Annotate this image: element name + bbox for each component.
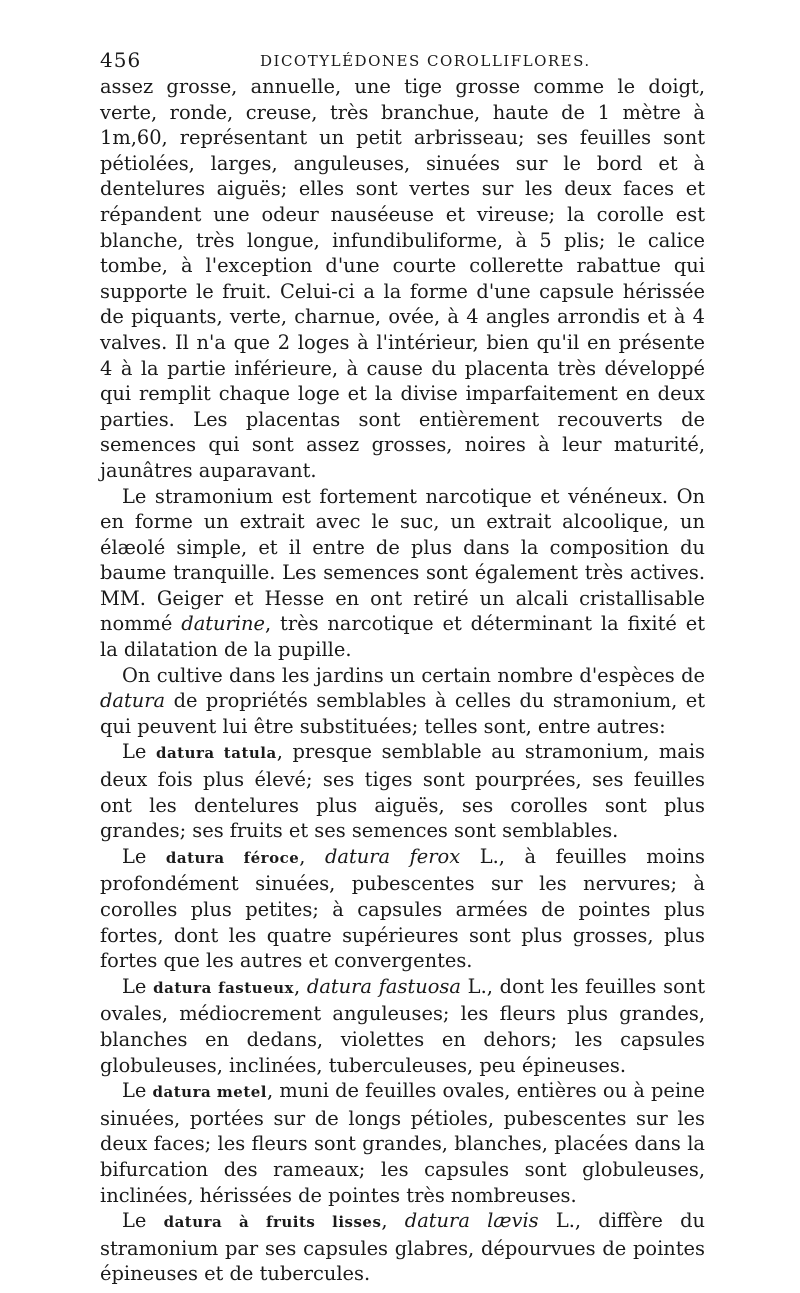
paragraph-text: L., à feuilles moins profondément sinuées, pubescentes sur les nervures; à corolles plus petites; à capsules armées de pointes plus fortes, dont les quatre supérieures sont plus grosses, plus fortes que les autres et convergentes.	[100, 844, 706, 973]
paragraph-description	[100, 74, 705, 484]
paragraph-text: L., dont les feuilles sont ovales, médiocrement anguleuses; les fleurs plus grandes, blanches en dedans, violettes en dehors; les capsules globuleuses, inclinées, tuberculeuses, peu épineuses.	[100, 974, 706, 1077]
paragraph-text: , muni de feuilles ovales, entières ou à peine sinuées, portées sur de longs pétioles, pubescentes sur les deux faces; les fleurs sont grandes, blanches, placées dans la bifurcation des rameaux; les capsules sont globuleuses, inclinées, hérissées de pointes très nombreuses.	[100, 1079, 706, 1207]
italic-term: datura	[100, 689, 166, 713]
latin-name: datura fastuosa	[306, 974, 461, 998]
latin-name: datura lævis	[404, 1209, 539, 1233]
paragraph-datura-laevis	[100, 1208, 705, 1287]
paragraph-text: L., diffère du stramonium par ses capsules glabres, dépourvues de pointes épineuses et de tubercules.	[100, 1209, 706, 1286]
page-header	[100, 48, 700, 74]
paragraph-text: assez grosse, annuelle, une tige grosse comme le doigt, verte, ronde, creuse, très branchue, haute de 1 mètre à 1m,60, représentant un petit arbrisseau; ses feuilles sont pétiolées, larges, anguleuses, sinuées sur le bord et à dentelures aiguës; elles sont vertes sur les deux faces et répandent une odeur nauséeuse et vireuse; la corolle est blanche, très longue, infundibuliforme, à 5 plis; le calice tombe, à l'exception d'une courte collerette rabattue qui supporte le fruit. Celui-ci a la forme d'une capsule hérissée de piquants, verte, charnue, ovée, à 4 angles arrondis et à 4 valves. Il n'a que 2 loges à l'intérieur, bien qu'il en présente 4 à la partie inférieure, à cause du placenta très développé qui remplit chaque loge et la divise imparfaitement en deux parties. Les placentas sont entièrement recouverts de semences qui sont assez grosses, noires à leur maturité, jaunâtres auparavant.	[100, 75, 705, 482]
paragraph-text: Le stramonium est fortement narcotique et vénéneux. On en forme un extrait avec le suc, un extrait alcoolique, un élæolé simple, et il entre de plus dans la composition du baume tranquille. Les semences sont également très actives. MM. Geiger et Hesse en ont retiré un alcali cristallisable nommé	[100, 484, 705, 636]
running-title: DICOTYLÉDONES COROLLIFLORES.	[260, 52, 591, 70]
paragraph-text: Le	[122, 1209, 164, 1233]
paragraph-text: Le	[122, 1079, 153, 1103]
species-name: datura féroce	[165, 848, 300, 867]
paragraph-datura-metel	[100, 1078, 705, 1208]
body-text	[100, 74, 705, 1287]
paragraph-text: , très narcotique et déterminant la fixité et la dilatation de la pupille.	[100, 612, 706, 662]
species-name: datura à fruits lisses	[163, 1213, 382, 1232]
species-name: datura metel	[152, 1083, 268, 1102]
paragraph-datura-tatula	[100, 739, 705, 843]
paragraph-text: Le	[122, 844, 166, 868]
paragraph-properties	[100, 484, 705, 663]
paragraph-text: Le	[122, 740, 156, 764]
paragraph-text: de propriétés semblables à celles du stramonium, et qui peuvent lui être substituées; telles sont, entre autres:	[100, 689, 705, 738]
paragraph-text: ,	[299, 844, 325, 868]
paragraph-text: Le	[122, 974, 154, 998]
latin-name: datura ferox	[324, 844, 461, 868]
page-number: 456	[100, 48, 142, 72]
paragraph-species-intro	[100, 663, 705, 740]
paragraph-text: ,	[293, 974, 307, 998]
paragraph-text: ,	[381, 1209, 405, 1233]
species-name: datura fastueux	[153, 978, 294, 997]
paragraph-text: , presque semblable au stramonium, mais deux fois plus élevé; ses tiges sont pourprées, ses feuilles ont les dentelures plus aiguës, ses corolles sont plus grandes; ses fruits et ses semences sont semblables.	[100, 740, 705, 843]
paragraph-text: On cultive dans les jardins un certain nombre d'espèces de	[122, 663, 705, 687]
species-name: datura tatula	[155, 744, 277, 763]
paragraph-datura-fastuosa	[100, 974, 705, 1078]
paragraph-datura-ferox	[100, 844, 705, 974]
italic-term: daturine	[181, 612, 265, 636]
